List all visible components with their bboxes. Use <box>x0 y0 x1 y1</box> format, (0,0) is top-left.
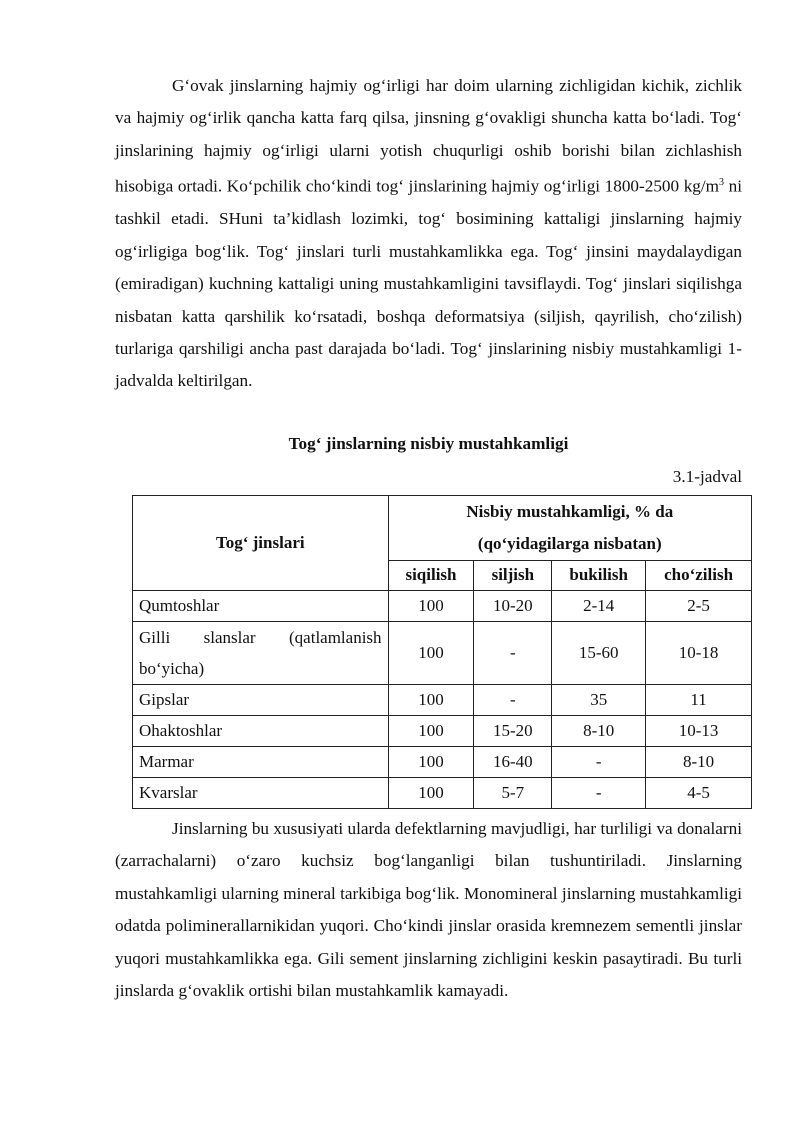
table-row <box>133 685 752 716</box>
cell-value: 100 <box>388 778 474 809</box>
header-strength-line1: Nisbiy mustahkamligi, % da <box>466 502 674 521</box>
cell-value: 100 <box>388 747 474 778</box>
cell-value: 2-14 <box>552 591 646 622</box>
table-row <box>133 622 752 685</box>
table-row <box>133 591 752 622</box>
subheader-compression: siqilish <box>388 561 474 591</box>
rock-name: Qumtoshlar <box>133 591 389 622</box>
rock-name: Ohaktoshlar <box>133 716 389 747</box>
conclusion-paragraph <box>115 813 742 1007</box>
cell-value: - <box>474 622 552 685</box>
cell-value: 35 <box>552 685 646 716</box>
conclusion-text: Jinslarning bu xususiyati ularda defektlarning mavjudligi, har turliligi va donalarni (zarrachalarni) o‘zaro kuchsiz bog‘langanligi bilan tushuntiriladi. Jinslarning mustahkamligi ularning mineral tarkibiga bog‘lik. Monomineral jinslarning mustahkamligi odatda poliminerallarnikidan yuqori. Cho‘kindi jinslar orasida kremnezem sementli jinslar yuqori mustahkamlikka ega. Gili sement jinslarning zichligini keskin pasaytiradi. Bu turli jinslarda g‘ovaklik ortishi bilan mustahkamlik kamayadi. <box>115 819 742 1001</box>
rock-name <box>133 622 389 685</box>
rock-name-word: Gilli <box>139 628 171 647</box>
cell-value: - <box>552 747 646 778</box>
rock-name: Kvarslar <box>133 778 389 809</box>
cell-value: 10-20 <box>474 591 552 622</box>
cell-value: - <box>552 778 646 809</box>
strength-table <box>132 495 752 809</box>
table-row <box>133 747 752 778</box>
header-relative-strength <box>388 496 751 561</box>
cell-value: 100 <box>388 716 474 747</box>
rock-name-word: slanslar <box>203 628 256 647</box>
intro-text-rest: ni tashkil etadi. SHuni ta’kidlash lozimki, tog‘ bosimining kattaligi jinslarning hajmiy og‘irligiga bog‘lik. Tog‘ jinslari turli mustahkamlikka ega. Tog‘ jinsini maydalaydigan (emiradigan) kuchning kattaligi uning mustahkamligini tavsiflaydi. Tog‘ jinslari siqilishga nisbatan katta qarshilik ko‘rsatadi, boshqa deformatsiya (siljish, qayrilish, cho‘zilish) turlariga qarshiligi ancha past darajada bo‘ladi. Tog‘ jinslarining nisbiy mustahkamligi 1-jadvalda keltirilgan. <box>115 176 742 391</box>
table-number-label: 3.1-jadval <box>672 467 742 486</box>
subheader-tension: cho‘zilish <box>646 561 752 591</box>
cell-value: 10-18 <box>646 622 752 685</box>
table-title: Tog‘ jinslarning nisbiy mustahkamligi <box>288 434 569 453</box>
header-rock-types: Tog‘ jinslari <box>133 496 389 591</box>
cell-value: 16-40 <box>474 747 552 778</box>
rock-name: Gipslar <box>133 685 389 716</box>
superscript-3: 3 <box>719 177 725 189</box>
cell-value: 100 <box>388 591 474 622</box>
cell-value: 100 <box>388 622 474 685</box>
cell-value: 10-13 <box>646 716 752 747</box>
intro-paragraph <box>115 70 742 398</box>
cell-value: 2-5 <box>646 591 752 622</box>
header-strength-line2: (qo‘yidagilarga nisbatan) <box>477 534 662 553</box>
cell-value: 11 <box>646 685 752 716</box>
cell-value: 8-10 <box>646 747 752 778</box>
intro-text: G‘ovak jinslarning hajmiy og‘irligi har doim ularning zichligidan kichik, zichlik va hajmiy og‘irlik qancha katta farq qilsa, jinsning g‘ovakligi shuncha katta bo‘ladi. Tog‘ jinslarining hajmiy og‘irligi ularni yotish chuqurligi oshib borishi bilan zichlashish hisobiga ortadi. Ko‘pchilik cho‘kindi tog‘ jinslarining hajmiy og‘irligi 1800-2500 kg/m <box>115 76 742 196</box>
cell-value: - <box>474 685 552 716</box>
rock-name-line2: bo‘yicha) <box>139 659 205 678</box>
table-row <box>133 716 752 747</box>
cell-value: 15-20 <box>474 716 552 747</box>
subheader-bending: bukilish <box>552 561 646 591</box>
subheader-shear: siljish <box>474 561 552 591</box>
rock-name-word: (qatlamlanish <box>289 628 382 647</box>
cell-value: 8-10 <box>552 716 646 747</box>
cell-value: 4-5 <box>646 778 752 809</box>
cell-value: 15-60 <box>552 622 646 685</box>
rock-name: Marmar <box>133 747 389 778</box>
cell-value: 100 <box>388 685 474 716</box>
cell-value: 5-7 <box>474 778 552 809</box>
table-row <box>133 778 752 809</box>
